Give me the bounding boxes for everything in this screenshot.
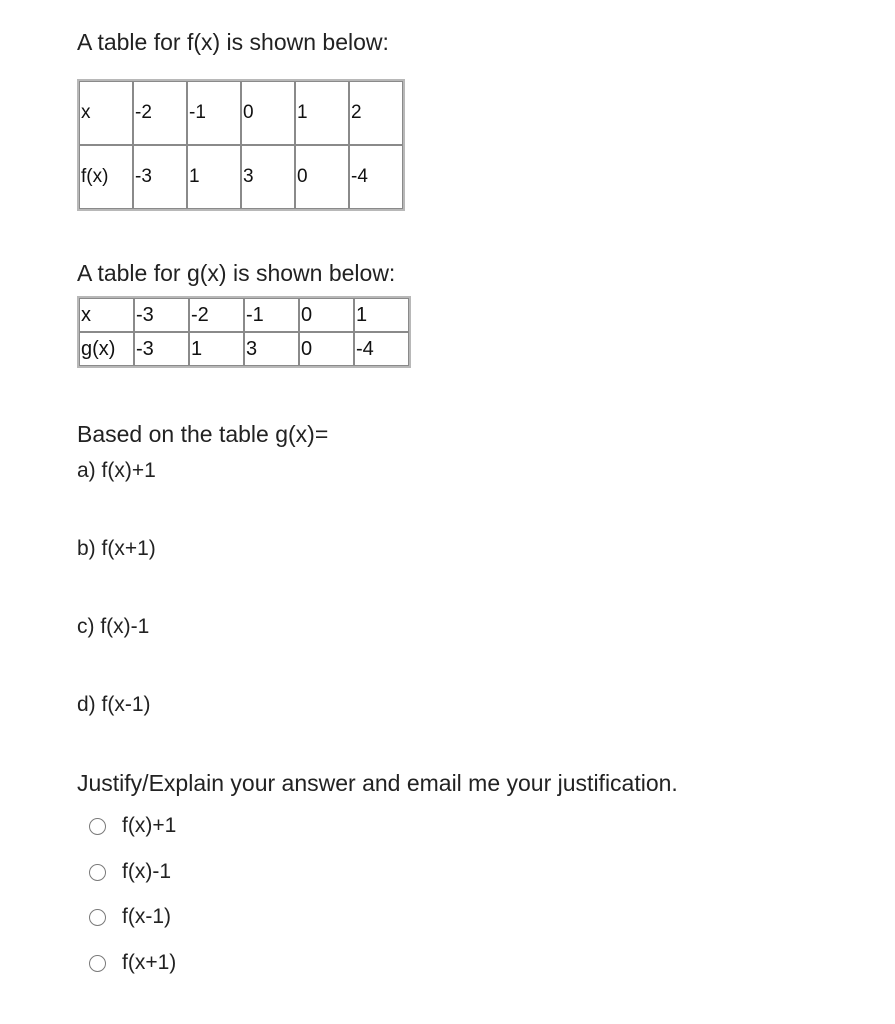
table-cell: x	[79, 81, 133, 145]
radio-button-icon[interactable]	[89, 818, 106, 835]
choice-d-text: d) f(x-1)	[77, 693, 151, 716]
answer-option-4[interactable]	[89, 950, 176, 976]
answer-option-label: f(x-1)	[122, 905, 171, 928]
table-cell: -3	[134, 298, 189, 332]
g-table	[77, 296, 411, 368]
answer-option-3[interactable]	[89, 904, 171, 930]
choice-a-text: a) f(x)+1	[77, 459, 156, 482]
question-prompt: Based on the table g(x)=	[77, 421, 329, 447]
table-cell: g(x)	[79, 332, 134, 366]
table-cell: f(x)	[79, 145, 133, 209]
table-cell: 1	[354, 298, 409, 332]
table-cell: x	[79, 298, 134, 332]
table-cell: 1	[295, 81, 349, 145]
table-cell: 2	[349, 81, 403, 145]
answer-option-label: f(x+1)	[122, 951, 177, 974]
answer-option-label: f(x)+1	[122, 814, 177, 837]
table-cell: -3	[134, 332, 189, 366]
table-cell: -1	[244, 298, 299, 332]
radio-button-icon[interactable]	[89, 955, 106, 972]
choice-c-text: c) f(x)-1	[77, 615, 150, 638]
table-cell: -4	[354, 332, 409, 366]
table-cell: 0	[241, 81, 295, 145]
answer-option-label: f(x)-1	[122, 860, 171, 883]
table-cell: -1	[187, 81, 241, 145]
answer-option-2[interactable]	[89, 859, 171, 885]
table-cell: -4	[349, 145, 403, 209]
answer-option-1[interactable]	[89, 813, 176, 839]
table-cell: -3	[133, 145, 187, 209]
g-table-heading: A table for g(x) is shown below:	[77, 260, 396, 286]
f-table-heading: A table for f(x) is shown below:	[77, 29, 389, 55]
table-cell: 1	[189, 332, 244, 366]
choice-b-text: b) f(x+1)	[77, 537, 156, 560]
justify-instruction: Justify/Explain your answer and email me your justification.	[77, 770, 678, 796]
table-cell: 1	[187, 145, 241, 209]
table-cell: 0	[295, 145, 349, 209]
table-row	[79, 81, 403, 145]
table-cell: 0	[299, 332, 354, 366]
radio-button-icon[interactable]	[89, 864, 106, 881]
table-cell: 0	[299, 298, 354, 332]
table-row	[79, 145, 403, 209]
table-cell: -2	[189, 298, 244, 332]
table-cell: -2	[133, 81, 187, 145]
radio-button-icon[interactable]	[89, 909, 106, 926]
table-cell: 3	[244, 332, 299, 366]
table-row	[79, 332, 409, 366]
f-table	[77, 79, 405, 211]
table-cell: 3	[241, 145, 295, 209]
table-row	[79, 298, 409, 332]
